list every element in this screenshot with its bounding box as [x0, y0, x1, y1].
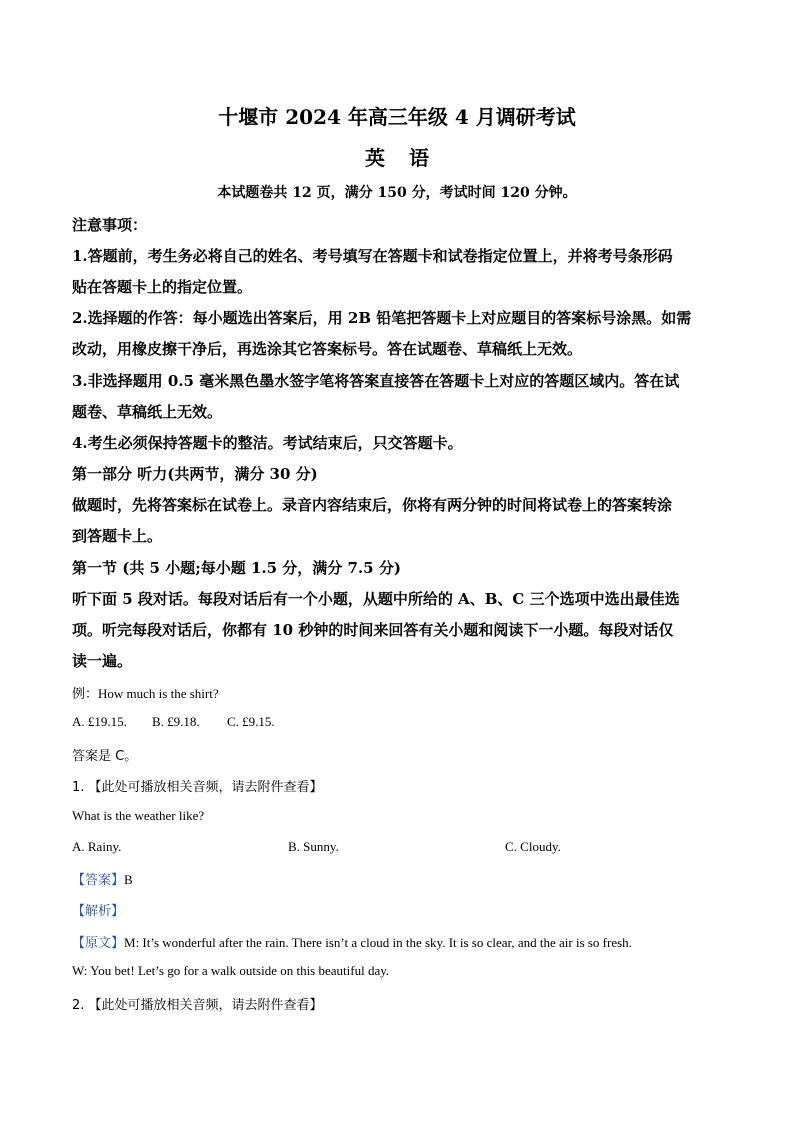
note-item-1-line-2: 贴在答题卡上的指定位置。 — [72, 278, 253, 296]
q1-audio-note[interactable] — [72, 776, 722, 795]
q1-transcript-m: M: It’s wonderful after the rain. There isn’t a cloud in the sky. It is so clear, and the air is so fresh. — [124, 935, 632, 950]
section1-line-1: 听下面 5 段对话。每段对话后有一个小题，从题中所给的 A、B、C 三个选项中选出最佳选 — [72, 590, 680, 608]
note-item-4: 4.考生必须保持答题卡的整洁。考试结束后，只交答题卡。 — [72, 434, 463, 452]
q1-audio-note-text: 1. 【此处可播放相关音频，请去附件查看】 — [72, 780, 323, 795]
q1-transcript-line — [72, 932, 722, 951]
q1-answer-value: B — [124, 872, 133, 887]
part1-intro-line-2: 到答题卡上。 — [72, 527, 163, 545]
q1-answer-tag: 【答案】 — [72, 873, 125, 888]
part1-intro-line-1: 做题时，先将答案标在试卷上。录音内容结束后，你将有两分钟的时间将试卷上的答案转涂 — [72, 496, 673, 514]
q2-audio-note[interactable] — [72, 994, 722, 1013]
exam-info: 本试题卷共 12 页，满分 150 分，考试时间 120 分钟。 — [217, 185, 577, 201]
example-option-a: A. £19.15. — [72, 714, 127, 729]
section1-heading: 第一节 (共 5 小题;每小题 1.5 分，满分 7.5 分) — [72, 559, 401, 577]
q1-analysis-line — [72, 900, 722, 919]
q1-transcript-w: W: You bet! Let’s go for a walk outside on this beautiful day. — [72, 963, 390, 978]
note-item-1-line-1: 1.答题前，考生务必将自己的姓名、考号填写在答题卡和试卷指定位置上，并将考号条形码 — [72, 247, 673, 265]
subject-title: 英语 — [365, 146, 453, 170]
q1-option-c: C. Cloudy. — [505, 839, 561, 854]
section1-line-3: 读一遍。 — [72, 652, 133, 670]
example-answer: 答案是 C。 — [72, 749, 138, 764]
note-item-2-line-1: 2.选择题的作答：每小题选出答案后，用 2B 铅笔把答题卡上对应题目的答案标号涂黑。如需 — [72, 309, 692, 327]
q1-answer-line — [72, 869, 722, 888]
note-item-3-line-2: 题卷、草稿纸上无效。 — [72, 403, 223, 421]
example-option-c: C. £9.15. — [227, 714, 275, 729]
exam-title: 十堰市 2024 年高三年级 4 月调研考试 — [218, 105, 576, 129]
example-option-b: B. £9.18. — [152, 714, 200, 729]
part1-heading: 第一部分 听力(共两节，满分 30 分) — [72, 465, 318, 483]
q1-option-a: A. Rainy. — [72, 839, 122, 854]
section1-line-2: 项。听完每段对话后，你都有 10 秒钟的时间来回答有关小题和阅读下一小题。每段对话仅 — [72, 621, 674, 639]
q1-question: What is the weather like? — [72, 808, 205, 823]
q1-analysis-tag: 【解析】 — [72, 904, 125, 919]
notes-heading: 注意事项： — [72, 216, 148, 234]
q1-transcript-tag: 【原文】 — [72, 936, 125, 951]
q2-audio-note-text: 2. 【此处可播放相关音频，请去附件查看】 — [72, 998, 323, 1013]
note-item-2-line-2: 改动，用橡皮擦干净后，再选涂其它答案标号。答在试题卷、草稿纸上无效。 — [72, 340, 583, 358]
q1-option-b: B. Sunny. — [288, 839, 339, 854]
example-question: 例：How much is the shirt? — [72, 686, 219, 701]
note-item-3-line-1: 3.非选择题用 0.5 毫米黑色墨水签字笔将答案直接答在答题卡上对应的答题区域内。答在试 — [72, 372, 680, 390]
